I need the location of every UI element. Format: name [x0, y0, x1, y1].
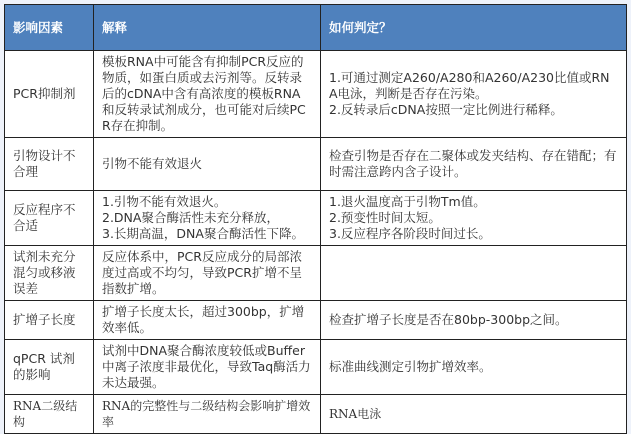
judgement-line: 2.预变性时间太短。: [329, 210, 441, 225]
judgement-cell: [321, 51, 627, 138]
judgement-line: 3.反应程序各阶段时间过长。: [329, 226, 491, 241]
explanation-line: 试剂中DNA聚合酶浓度较低或Buffer中离子浓度非最优化，导致Taq酶活力未达最强。: [102, 343, 311, 390]
judgement-cell: [321, 191, 627, 246]
explanation-cell: [94, 51, 321, 138]
judgement-line: RNA电泳: [329, 407, 382, 421]
explanation-cell: [94, 395, 321, 434]
judgement-cell: [321, 246, 627, 301]
header-judgement: 如何判定？: [321, 5, 627, 51]
explanation-line: 模板RNA中可能含有抑制PCR反应的物质，如蛋白质或去污剂等。反转录后的cDNA中含有高浓度的模板RNA和反转录试剂成分，也可能对后续PCR存在抑制。: [102, 54, 306, 133]
judgement-line: 1.可通过测定A260/A280和A260/A230比值或RNA电泳，判断是否存在污染。: [329, 70, 610, 101]
judgement-line: 检查引物是否存在二聚体或发夹结构、存在错配；有时需注意跨内含子设计。: [329, 148, 617, 179]
judgement-line: 标准曲线测定引物扩增效率。: [329, 359, 492, 374]
explanation-line: 引物不能有效退火: [102, 156, 203, 171]
table-row: [5, 246, 627, 301]
header-row: [5, 5, 627, 51]
table-row: [5, 138, 627, 191]
factor-cell: 试剂未充分混匀或移液误差: [5, 246, 94, 301]
explanation-cell: [94, 246, 321, 301]
factor-cell: PCR抑制剂: [5, 51, 94, 138]
factor-cell: RNA二级结构: [5, 395, 94, 434]
explanation-line: 反应体系中，PCR反应成分的局部浓度过高或不均匀，导致PCR扩增不呈指数扩增。: [102, 249, 302, 296]
judgement-line: 2.反转录后cDNA按照一定比例进行稀释。: [329, 102, 563, 117]
explanation-line: 2.DNA聚合酶活性未充分释放，: [102, 210, 279, 225]
table-row: [5, 340, 627, 395]
judgement-cell: [321, 340, 627, 395]
header-explanation: 解释: [94, 5, 321, 51]
qpcr-factors-table: [4, 4, 627, 434]
explanation-cell: [94, 340, 321, 395]
factor-cell: 引物设计不合理: [5, 138, 94, 191]
judgement-cell: [321, 301, 627, 340]
table-row: [5, 191, 627, 246]
judgement-cell: [321, 138, 627, 191]
table-row: [5, 395, 627, 434]
explanation-line: 扩增子长度太长，超过300bp，扩增效率低。: [102, 304, 305, 335]
explanation-line: 1.引物不能有效退火。: [102, 194, 227, 209]
judgement-cell: [321, 395, 627, 434]
explanation-cell: [94, 191, 321, 246]
table-row: [5, 51, 627, 138]
explanation-line: RNA的完整性与二级结构会影响扩增效率: [102, 399, 311, 429]
judgement-line: 检查扩增子长度是否在80bp-300bp之间。: [329, 312, 568, 327]
judgement-line: 1.退火温度高于引物Tm值。: [329, 194, 486, 209]
factor-cell: qPCR 试剂的影响: [5, 340, 94, 395]
factor-cell: 扩增子长度: [5, 301, 94, 340]
explanation-line: 3.长期高温，DNA聚合酶活性下降。: [102, 226, 304, 241]
factor-cell: 反应程序不合适: [5, 191, 94, 246]
explanation-cell: [94, 138, 321, 191]
explanation-cell: [94, 301, 321, 340]
header-factor: 影响因素: [5, 5, 94, 51]
table-row: [5, 301, 627, 340]
